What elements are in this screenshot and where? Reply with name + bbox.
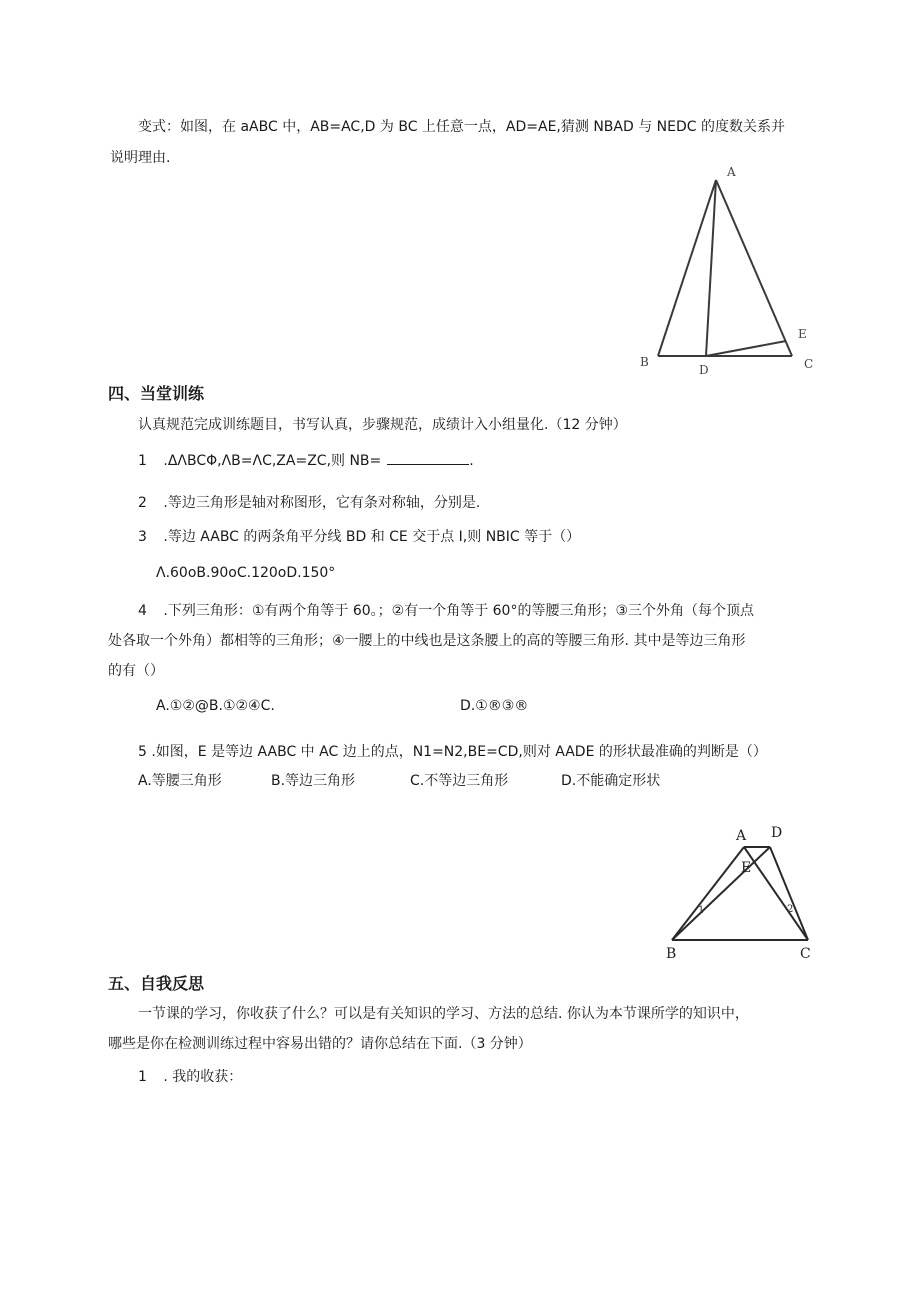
question-4-number: 4 — [138, 603, 147, 619]
variant-problem-line1: 变式：如图，在 aABC 中，AB=AC,D 为 BC 上任意一点，AD=AE,猜测 NBAD 与 NEDC 的度数关系并 — [138, 119, 785, 135]
section-five-item-1-text: . 我的收获： — [163, 1069, 243, 1085]
question-1 — [138, 450, 474, 471]
fig2-label-d: D — [771, 825, 783, 841]
fig1-label-b: B — [640, 355, 649, 369]
question-1-text: .ΔΛBCΦ,ΛB=ΛC,ZA=ZC,则 NB= — [163, 453, 382, 469]
fig1-label-a: A — [727, 165, 736, 179]
fig2-angle-1: 1 — [698, 905, 705, 916]
question-4-line1 — [138, 601, 754, 621]
question-3-text: .等边 AABC 的两条角平分线 BD 和 CE 交于点 I,则 NBIC 等于（） — [163, 529, 581, 545]
question-2 — [138, 493, 480, 513]
question-4-option-d: D.①®③® — [460, 698, 529, 714]
question-5-option-a: A.等腰三角形 — [138, 773, 222, 789]
fig1-side-ac — [716, 180, 792, 356]
section-five-line2: 哪些是你在检测训练过程中容易出错的？请你总结在下面.（3 分钟） — [108, 1036, 532, 1052]
question-1-blank — [387, 450, 469, 465]
question-2-text: .等边三角形是轴对称图形，它有条对称轴，分别是. — [163, 495, 481, 511]
fig1-segment-de — [706, 341, 786, 356]
section-four-title: 四、当堂训练 — [108, 384, 205, 403]
fig2-side-ab — [672, 847, 744, 940]
fig1-label-c: C — [804, 357, 814, 371]
fig1-label-d: D — [699, 363, 709, 377]
section-five-line1: 一节课的学习，你收获了什么？可以是有关知识的学习、方法的总结. 你认为本节课所学的知识中， — [138, 1006, 749, 1022]
question-4-text-1: .下列三角形：①有两个角等于 60。；②有一个角等于 60°的等腰三角形；③三个外角（每个顶点 — [163, 603, 755, 619]
fig2-label-e: E — [741, 860, 752, 876]
fig1-label-e: E — [798, 327, 807, 341]
fig2-label-b: B — [666, 946, 677, 962]
question-5-option-c: C.不等边三角形 — [410, 773, 509, 789]
question-4-option-abc: A.①②@B.①②④C. — [156, 698, 275, 714]
section-five-title: 五、自我反思 — [108, 974, 205, 993]
question-1-number: 1 — [138, 453, 147, 469]
section-five-item-1-number: 1 — [138, 1069, 147, 1085]
question-1-end: . — [469, 453, 474, 469]
question-3 — [138, 527, 580, 547]
question-4-line2: 处各取一个外角）都相等的三角形；④一腰上的中线也是这条腰上的高的等腰三角形. 其中是等边三角形 — [108, 633, 746, 649]
fig2-segment-be — [672, 847, 770, 940]
section-five-item-1 — [138, 1067, 242, 1087]
fig2-angle-2: 2 — [787, 904, 794, 915]
question-5-option-d: D.不能确定形状 — [561, 773, 661, 789]
question-3-options: Λ.60oB.90oC.120oD.150° — [156, 565, 336, 581]
question-5-text: 5 .如图，E 是等边 AABC 中 AC 边上的点，N1=N2,BE=CD,则对 AADE 的形状最准确的判断是（） — [138, 744, 767, 760]
fig2-label-a: A — [736, 828, 747, 844]
section-four-intro: 认真规范完成训练题目，书写认真，步骤规范，成绩计入小组量化.（12 分钟） — [138, 417, 627, 433]
question-2-number: 2 — [138, 495, 147, 511]
question-3-number: 3 — [138, 529, 147, 545]
variant-problem-line2: 说明理由. — [110, 150, 171, 166]
question-5-option-b: B.等边三角形 — [271, 773, 356, 789]
figure-triangle-abc-with-d — [660, 820, 825, 965]
figure-triangle-abc — [630, 160, 830, 380]
fig2-label-c: C — [800, 946, 811, 962]
question-4-line3: 的有（） — [108, 663, 164, 679]
